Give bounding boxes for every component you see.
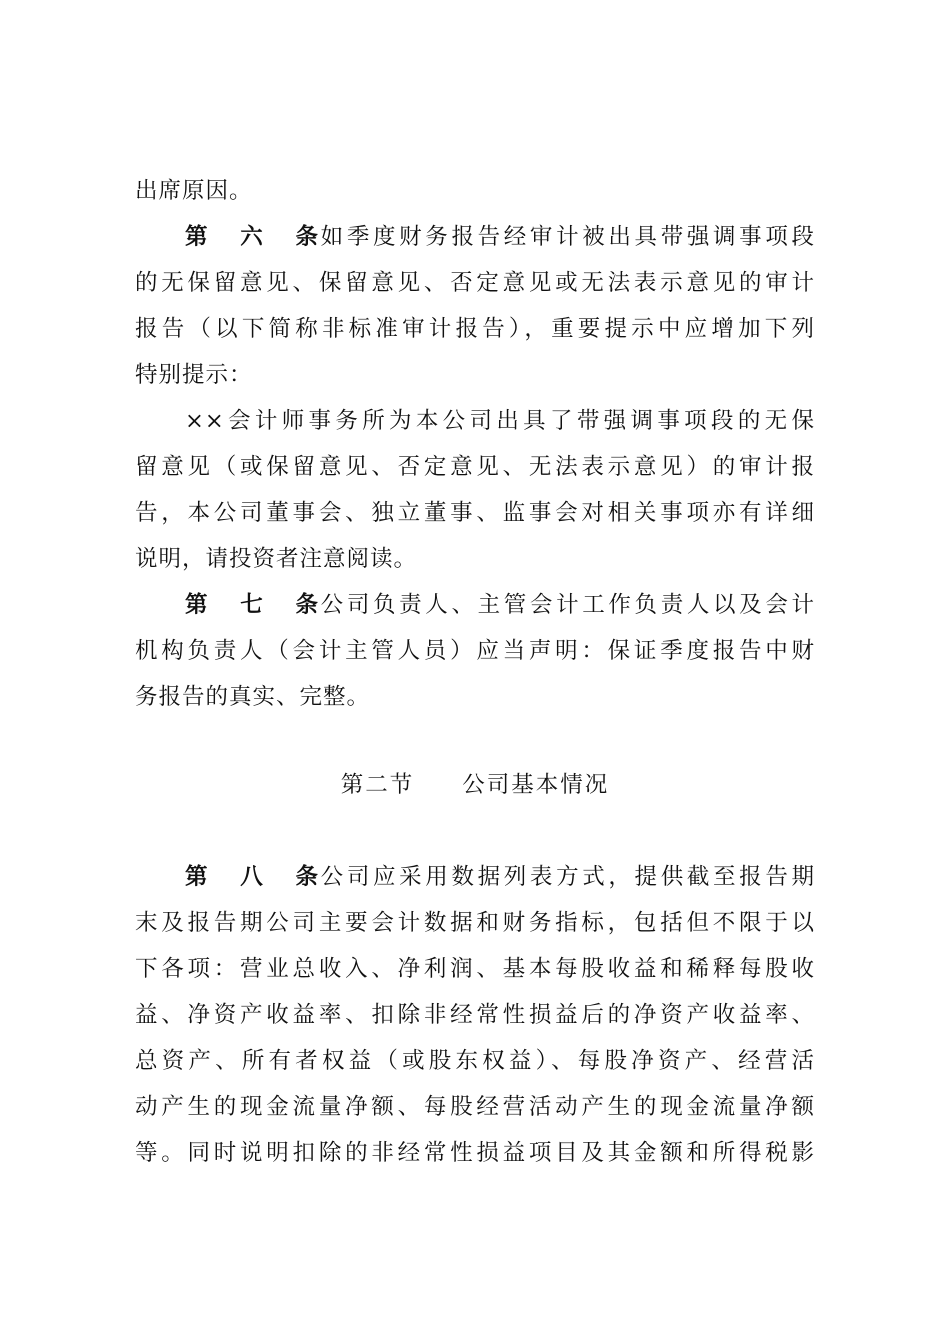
text-line: 说明，请投资者注意阅读。 (135, 546, 418, 572)
text-line: 留意见（或保留意见、否定意见、无法表示意见）的审计报 (135, 454, 815, 480)
text-line: 务报告的真实、完整。 (135, 684, 371, 710)
section-heading (0, 770, 950, 800)
article-8-label: 第八条 (185, 864, 318, 890)
text-line: 报告（以下简称非标准审计报告），重要提示中应增加下列 (135, 316, 815, 342)
article-8-text: 公司应采用数据列表方式，提供截至报告期 (318, 864, 815, 890)
text-line: 的无保留意见、保留意见、否定意见或无法表示意见的审计 (135, 270, 815, 296)
text-line: 末及报告期公司主要会计数据和财务指标，包括但不限于以 (135, 910, 815, 936)
article-6-text: 如季度财务报告经审计被出具带强调事项段 (318, 224, 815, 250)
text-line: 告，本公司董事会、独立董事、监事会对相关事项亦有详细 (135, 500, 815, 526)
text-line: 等。同时说明扣除的非经常性损益项目及其金额和所得税影 (135, 1140, 815, 1166)
article-7-line (185, 590, 815, 620)
section-title: 公司基本情况 (462, 772, 610, 798)
text-line: 下各项：营业总收入、净利润、基本每股收益和稀释每股收 (135, 956, 815, 982)
article-6-line (185, 222, 815, 252)
text-line: 益、净资产收益率、扣除非经常性损益后的净资产收益率、 (135, 1002, 815, 1028)
text-line: 特别提示： (135, 362, 253, 388)
article-6-label: 第六条 (185, 224, 318, 250)
text-line: 出席原因。 (135, 178, 253, 204)
section-number: 第二节 (340, 772, 415, 798)
article-7-text: 公司负责人、主管会计工作负责人以及会计 (318, 592, 815, 618)
text-line: 总资产、所有者权益（或股东权益）、每股净资产、经营活 (135, 1048, 815, 1074)
article-7-label: 第七条 (185, 592, 318, 618)
article-8-line (185, 862, 815, 892)
text-line: 动产生的现金流量净额、每股经营活动产生的现金流量净额 (135, 1094, 815, 1120)
notice-line: ××会计师事务所为本公司出具了带强调事项段的无保 (185, 408, 815, 434)
text-line: 机构负责人（会计主管人员）应当声明：保证季度报告中财 (135, 638, 815, 664)
